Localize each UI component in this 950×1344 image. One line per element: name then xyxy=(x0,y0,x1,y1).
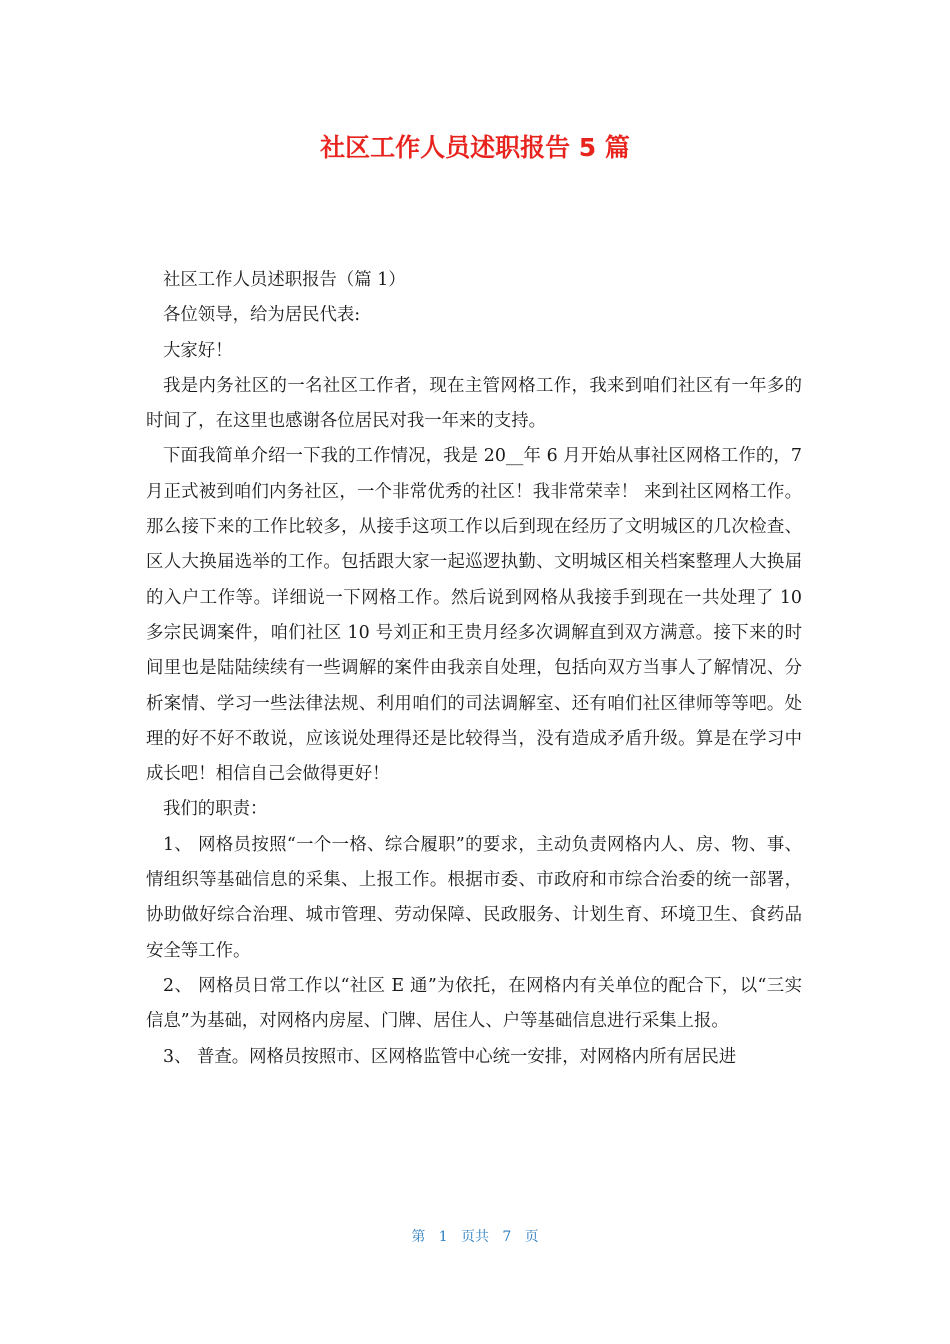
duties-heading: 我们的职责： xyxy=(163,799,268,820)
document-title: 社区工作人员述职报告 5 篇 xyxy=(320,133,630,162)
page-footer xyxy=(0,1227,950,1247)
body-paragraph: 下面我简单介绍一下我的工作情况，我是 20__年 6 月开始从事社区网格工作的，7 月正式被到咱们内务社区，一个非常优秀的社区！我非常荣幸！ 来到社区网格工作。那么接下来的工作比较多，从接手这项工作以后到现在经历了文明城区的几次检查、区人大换届选举的工作。包括跟大家一起巡逻执勤、文明城区相关档案整理人大换届的入户工作等。详细说一下网格工作。然后说到网格从我接手到现在一共处理了 10 多宗民调案件，咱们社区 10 号刘正和王贵月经多次调解直到双方满意。接下来的时间里也是陆陆续续有一些调解的案件由我亲自处理，包括向双方当事人了解情况、分析案情、学习一些法律法规、利用咱们的司法调解室、还有咱们社区律师等等吧。处理的好不好不敢说，应该说处理得还是比较得当，没有造成矛盾升级。算是在学习中成长吧！相信自己会做得更好！ xyxy=(146,446,802,785)
page-label-middle: 页共 xyxy=(461,1229,489,1245)
page-label-suffix: 页 xyxy=(524,1229,539,1245)
body-paragraph: 我是内务社区的一名社区工作者，现在主管网格工作，我来到咱们社区有一年多的时间了，在这里也感谢各位居民对我一年来的支持。 xyxy=(146,375,802,432)
document-body xyxy=(146,263,802,1075)
greeting: 大家好！ xyxy=(163,340,233,361)
duty-item: 3、 普查。网格员按照市、区网格监管中心统一安排，对网格内所有居民进 xyxy=(163,1046,737,1067)
total-page-count: 7 xyxy=(502,1229,512,1245)
current-page-number: 1 xyxy=(438,1229,448,1245)
section-heading: 社区工作人员述职报告（篇 1） xyxy=(163,270,406,290)
page-label-prefix: 第 xyxy=(411,1229,426,1245)
duty-item: 2、 网格员日常工作以“社区 E 通”为依托，在网格内有关单位的配合下，以“三实信息”为基础，对网格内房屋、门牌、居住人、户等基础信息进行采集上报。 xyxy=(146,975,802,1032)
salutation: 各位领导，给为居民代表: xyxy=(163,305,361,326)
duty-item: 1、 网格员按照“一个一格、综合履职”的要求，主动负责网格内人、房、物、事、情组织等基础信息的采集、上报工作。根据市委、市政府和市综合治委的统一部署，协助做好综合治理、城市管理、劳动保障、民政服务、计划生育、环境卫生、食药品安全等工作。 xyxy=(146,834,802,961)
